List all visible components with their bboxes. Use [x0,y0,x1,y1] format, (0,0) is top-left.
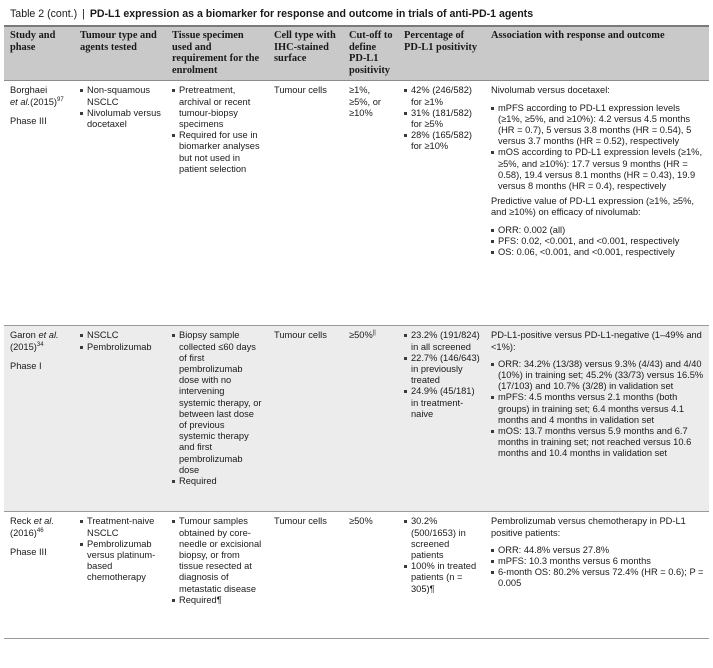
cell-type-cell: Tumour cells [268,512,343,639]
association-cell [485,512,709,639]
list-item: 100% in treated patients (n = 305)¶ [404,561,480,595]
study-ref: 46 [36,527,44,534]
study-citation [10,330,69,352]
pd-l1-table [4,27,709,639]
association-intro: Pembrolizumab versus chemotherapy in PD-L1 positive patients: [491,516,686,538]
cutoff-cell: ≥1%, ≥5%, or ≥10% [343,81,398,326]
header-tumour: Tumour type and agents tested [74,27,166,81]
list-item: 42% (246/582) for ≥1% [404,85,480,107]
study-author: Borghaei [10,85,48,96]
list-item: Pretreatment, archival or recent tumour-biopsy specimens [172,85,263,130]
study-phase: Phase III [10,546,47,557]
list-item: 6-month OS: 80.2% versus 72.4% (HR = 0.6); P = 0.005 [491,567,704,589]
study-year: (2016) [10,527,37,538]
study-phase: Phase I [10,360,42,371]
header-cutoff: Cut-off to define PD-L1 positivity [343,27,398,81]
list-item: Nivolumab versus docetaxel [80,108,161,130]
study-year: (2015) [10,341,37,352]
table-row [4,81,709,326]
tissue-cell [166,326,268,512]
list-item: ORR: 34.2% (13/38) versus 9.3% (4/43) and 4/40 (10%) in training set; 45.2% (33/73) versus 16.5% (17/103) and 10.7% (3/28) in validation set [491,359,704,393]
list-item: 24.9% (45/181) in treatment-naive [404,386,480,420]
cutoff-cell [343,326,398,512]
study-author: Reck [10,516,32,527]
cell-type-cell: Tumour cells [268,326,343,512]
association-intro: Nivolumab versus docetaxel: [491,85,610,96]
association-mid: Predictive value of PD-L1 expression (≥1%, ≥5%, and ≥10%) on efficacy of nivolumab: [491,196,694,218]
study-etal: et al. [10,96,31,107]
list-item: mPFS: 10.3 months versus 6 months [491,556,704,567]
list-item: ORR: 0.002 (all) [491,225,704,236]
list-item: mOS according to PD-L1 expression levels (≥1%, ≥5%, and ≥10%): 17.7 versus 9 months (HR = 0.58), 19.4 versus 8.1 months (HR = 0.43), 19.9 versus 8 months (HR = 0.4), respectively [491,147,704,192]
header-row [4,27,709,81]
association-cell [485,81,709,326]
study-citation [10,85,69,107]
study-cell [4,512,74,639]
list-item: NSCLC [80,330,161,341]
list-item: Non-squamous NSCLC [80,85,161,107]
study-phase: Phase III [10,115,47,126]
list-item: 22.7% (146/643) in previously treated [404,353,480,387]
list-item: mOS: 13.7 months versus 5.9 months and 6.7 months in training set; not reached versus 10.6 months and 10.4 months in validation set [491,426,704,460]
header-study: Study and phase [4,27,74,81]
percentage-cell [398,81,485,326]
study-ref: 34 [36,341,44,348]
list-item: Treatment-naive NSCLC [80,516,161,538]
study-etal: et al. [33,516,54,527]
list-item: mPFS according to PD-L1 expression levels (≥1%, ≥5%, and ≥10%): 4.2 versus 4.5 months (HR = 0.7), 5 versus 3.8 months (HR = 0.54), 5 versus 3.7 months (HR = 0.52), respectively [491,103,704,148]
study-cell [4,81,74,326]
list-item: 30.2% (500/1653) in screened patients [404,516,480,561]
header-percentage: Percentage of PD-L1 positivity [398,27,485,81]
cutoff-mark: || [372,330,376,337]
table-row [4,326,709,512]
study-year: (2015) [30,96,58,107]
tumour-cell [74,512,166,639]
tumour-cell [74,81,166,326]
list-item: mPFS: 4.5 months versus 2.1 months (both groups) in training set; 6.4 months versus 4.1 months and 4 months in validation set [491,392,704,426]
table-row [4,512,709,639]
list-item: Pembrolizumab versus platinum-based chemotherapy [80,539,161,584]
list-item: 31% (181/582) for ≥5% [404,108,480,130]
list-item: 28% (165/582) for ≥10% [404,130,480,152]
caption-label: Table 2 (cont.) [10,8,78,20]
percentage-cell [398,326,485,512]
association-cell [485,326,709,512]
list-item: Required¶ [172,595,263,606]
list-item: Required for use in biomarker analyses but not used in patient selection [172,130,263,175]
header-association: Association with response and outcome [485,27,709,81]
caption-separator: | [82,8,85,20]
list-item: Tumour samples obtained by core-needle or excisional biopsy, or from tissue resected at diagnosis of metastatic disease [172,516,263,594]
percentage-cell [398,512,485,639]
cutoff-value: ≥50% [349,330,373,341]
study-author: Garon [10,330,36,341]
tumour-cell [74,326,166,512]
list-item: OS: 0.06, <0.001, and <0.001, respectively [491,247,704,258]
list-item: Biopsy sample collected ≤60 days of first pembrolizumab dose with no intervening systemic therapy, or between last dose of previous systemic therapy and first pembrolizumab dose [172,330,263,476]
header-tissue: Tissue specimen used and requirement for the enrolment [166,27,268,81]
tissue-cell [166,81,268,326]
header-cell-type: Cell type with IHC-stained surface [268,27,343,81]
study-ref: 97 [57,96,64,103]
list-item: Required [172,476,263,487]
study-cell [4,326,74,512]
association-intro: PD-L1-positive versus PD-L1-negative (1–49% and <1%): [491,330,702,352]
cutoff-cell: ≥50% [343,512,398,639]
list-item: ORR: 44.8% versus 27.8% [491,545,704,556]
table-caption [4,6,709,27]
study-citation [10,516,69,538]
list-item: Pembrolizumab [80,342,161,353]
list-item: PFS: 0.02, <0.001, and <0.001, respectively [491,236,704,247]
list-item: 23.2% (191/824) in all screened [404,330,480,352]
cell-type-cell: Tumour cells [268,81,343,326]
tissue-cell [166,512,268,639]
caption-title: PD-L1 expression as a biomarker for response and outcome in trials of anti-PD-1 agents [89,8,534,20]
study-etal: et al. [38,330,59,341]
